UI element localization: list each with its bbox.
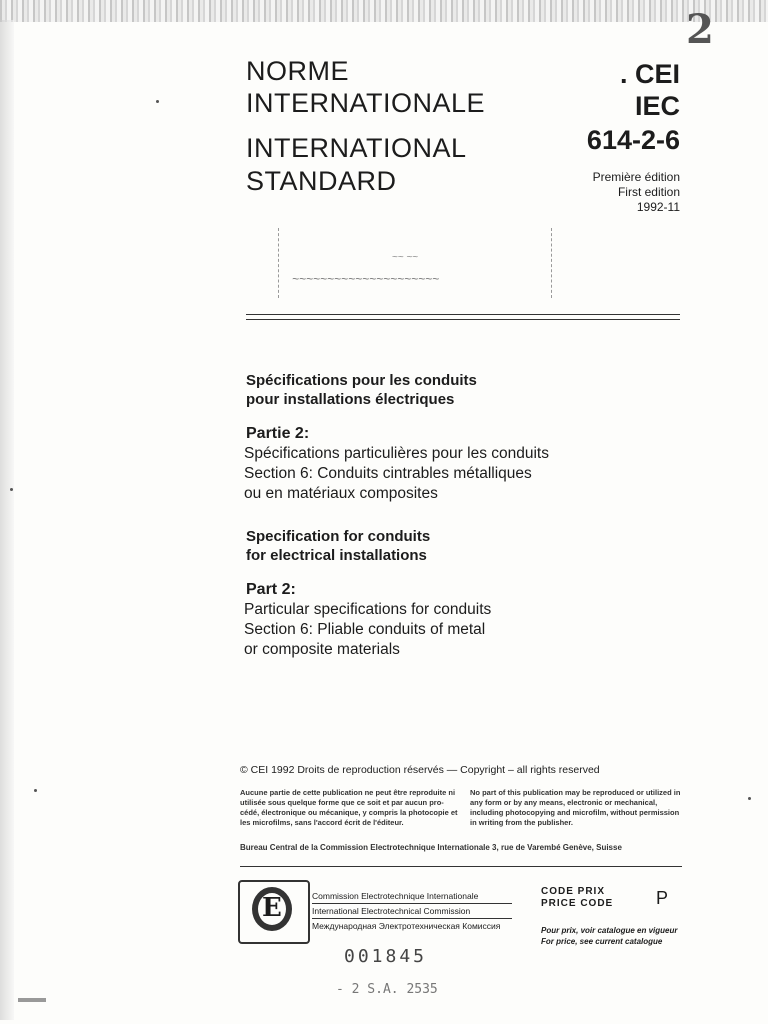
- en-part-line: or composite materials: [244, 641, 400, 658]
- en-notice-line: in writing from the publisher.: [470, 818, 573, 827]
- divider-rule: [240, 866, 682, 867]
- scan-speck: [10, 488, 13, 491]
- title-norme: NORME: [246, 56, 349, 86]
- bureau-address: Bureau Central de la Commission Electrotechnique Internationale 3, rue de Varembé Genève, Suisse: [240, 843, 622, 852]
- fr-part-line: Section 6: Conduits cintrables métalliques: [244, 465, 532, 482]
- price-code-value: P: [656, 888, 669, 908]
- en-part-line: Particular specifications for conduits: [244, 601, 492, 618]
- en-notice-line: any form or by any means, electronic or mechanical,: [470, 798, 658, 807]
- commission-en: International Electrotechnical Commission: [312, 906, 471, 916]
- divider-rule: [246, 319, 680, 320]
- faded-stamp: [278, 228, 552, 298]
- en-part-label: Part 2:: [246, 581, 296, 598]
- commission-fr: Commission Electrotechnique Internationale: [312, 891, 479, 901]
- fr-title-line: Spécifications pour les conduits: [246, 372, 477, 389]
- en-notice-line: No part of this publication may be reproduced or utilized in: [470, 788, 681, 797]
- price-code-fr: CODE PRIX: [541, 886, 606, 897]
- en-part-line: Section 6: Pliable conduits of metal: [244, 621, 486, 638]
- faded-stamp-scribble: ~~~~~~~~~~~~~~~~~~~~~: [292, 272, 440, 286]
- edition-date: 1992-11: [636, 200, 680, 214]
- en-title-line: for electrical installations: [246, 547, 427, 564]
- price-catalogue-fr: Pour prix, voir catalogue en vigueur: [541, 926, 678, 935]
- title-international: INTERNATIONAL: [246, 133, 467, 163]
- serial-stamp: 001845: [344, 946, 428, 967]
- scan-edge-left: [0, 20, 14, 1020]
- fr-notice: [240, 788, 460, 828]
- edition-fr: Première édition: [592, 170, 680, 184]
- scan-speck: [748, 797, 751, 800]
- standard-number: 614-2-6: [586, 125, 680, 155]
- en-title-line: Specification for conduits: [246, 528, 431, 545]
- title-internationale: INTERNATIONALE: [246, 88, 486, 118]
- copyright-line: © CEI 1992 Droits de reproduction réservés — Copyright – all rights reserved: [240, 764, 600, 776]
- en-notice: [470, 788, 685, 828]
- title-standard: STANDARD: [246, 166, 397, 196]
- page-number: 2: [686, 6, 714, 53]
- divider-rule: [312, 903, 512, 904]
- fr-notice-line: cédé, électronique ou mécanique, y compris la photocopie et: [240, 808, 458, 817]
- cei-label: . CEI: [619, 59, 680, 89]
- faded-stamp-mark: ~~ ~~: [392, 252, 419, 263]
- fr-part-label: Partie 2:: [246, 425, 310, 442]
- scan-speck: [156, 100, 159, 103]
- divider-rule: [312, 918, 512, 919]
- commission-ru: Международная Электротехническая Комиссия: [312, 921, 501, 931]
- en-notice-line: including photocopying and microfilm, without permission: [470, 808, 680, 817]
- iec-label: IEC: [634, 91, 680, 121]
- fr-part-line: ou en matériaux composites: [244, 485, 438, 502]
- scan-speck: [34, 789, 37, 792]
- price-catalogue-en: For price, see current catalogue: [541, 937, 663, 946]
- scan-edge-mark: [18, 998, 46, 1002]
- divider-rule: [246, 314, 680, 315]
- fr-notice-line: Aucune partie de cette publication ne peut être reproduite ni: [240, 788, 456, 797]
- fr-title-line: pour installations électriques: [246, 391, 455, 408]
- fr-notice-line: utilisée sous quelque forme que ce soit et par aucun pro-: [240, 798, 444, 807]
- edition-en: First edition: [617, 185, 680, 199]
- fr-notice-line: les microfilms, sans l'accord écrit de l'éditeur.: [240, 818, 404, 827]
- price-code-en: PRICE CODE: [541, 898, 614, 909]
- scan-edge-top: [0, 0, 768, 22]
- iec-logo-e: E: [262, 893, 282, 923]
- fr-part-line: Spécifications particulières pour les conduits: [244, 445, 549, 462]
- date-stamp: - 2 S.A. 2535: [336, 982, 438, 997]
